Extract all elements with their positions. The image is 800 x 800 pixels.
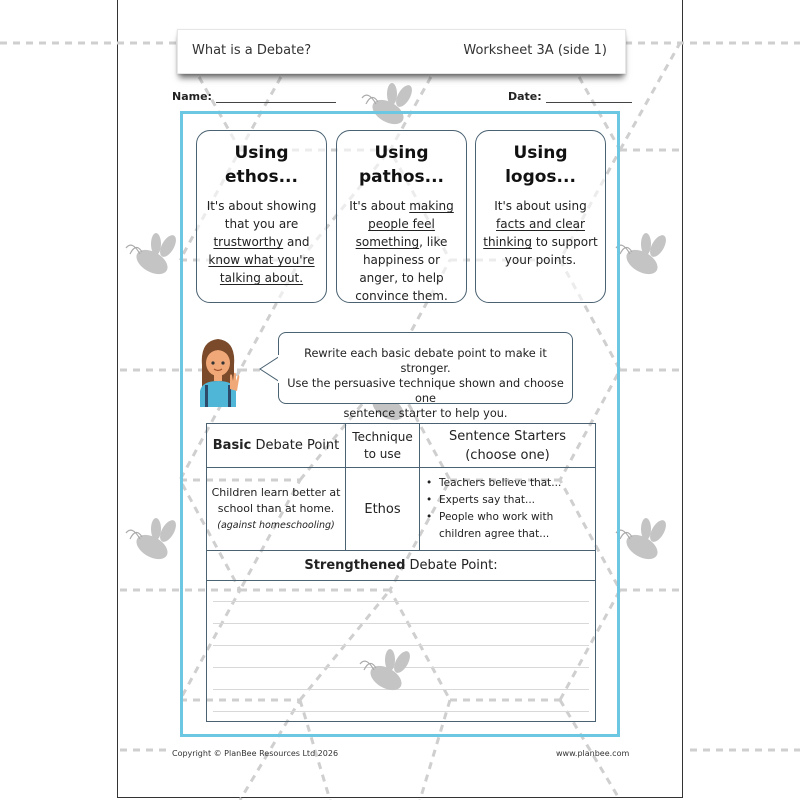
name-label: Name: bbox=[172, 90, 212, 103]
strengthened-header: Strengthened Debate Point: bbox=[207, 551, 596, 581]
date-field[interactable] bbox=[508, 90, 632, 103]
bee-watermark-icon bbox=[612, 517, 668, 565]
sentence-starters-cell bbox=[420, 468, 596, 551]
card-title: Using logos... bbox=[505, 143, 576, 187]
date-line[interactable] bbox=[546, 92, 632, 103]
website-link[interactable]: www.planbee.com bbox=[556, 749, 630, 758]
header-technique: Technique to use bbox=[346, 424, 420, 468]
logos-card bbox=[475, 130, 606, 303]
header-sentence-starters: Sentence Starters (choose one) bbox=[420, 424, 596, 468]
starter-item: • Teachers believe that... bbox=[426, 475, 595, 492]
card-title: Using pathos... bbox=[358, 143, 445, 187]
ruled-line bbox=[213, 601, 589, 602]
bee-watermark-icon bbox=[612, 232, 668, 280]
ruled-line bbox=[213, 711, 589, 712]
date-label: Date: bbox=[508, 90, 542, 103]
card-text: It's about using facts and clear thinking to support your points. bbox=[483, 199, 598, 267]
card-text: It's about showing that you are trustworthy and know what you're talking about. bbox=[206, 199, 317, 285]
bee-watermark-icon bbox=[122, 232, 178, 280]
technique-cell: Ethos bbox=[346, 468, 420, 551]
pathos-card bbox=[336, 130, 467, 303]
starter-item: • Experts say that... bbox=[426, 492, 595, 509]
ruled-line bbox=[213, 645, 589, 646]
worksheet-header bbox=[177, 29, 626, 74]
worksheet-title: What is a Debate? bbox=[192, 43, 312, 58]
name-line[interactable] bbox=[216, 92, 336, 103]
card-title: Using ethos... bbox=[225, 143, 298, 187]
girl-avatar-icon bbox=[196, 335, 240, 407]
bee-watermark-icon bbox=[356, 648, 412, 696]
speech-bubble-tail bbox=[258, 354, 280, 384]
basic-point-cell: Children learn better at school than at home. (against homeschooling) bbox=[207, 468, 346, 551]
instruction-bubble: Rewrite each basic debate point to make it stronger. Use the persuasive technique shown and choose one sentence starter to help you. bbox=[278, 332, 573, 404]
starter-item: • People who work with children agree that... bbox=[426, 509, 595, 543]
ruled-line bbox=[213, 623, 589, 624]
header-basic-point: Basic Debate Point bbox=[207, 424, 346, 468]
worksheet-number: Worksheet 3A (side 1) bbox=[463, 43, 607, 58]
card-text: It's about making people feel something, like happiness or anger, to help convince them. bbox=[349, 199, 454, 303]
ethos-card bbox=[196, 130, 327, 303]
bee-watermark-icon bbox=[122, 517, 178, 565]
bubble-gap-cover bbox=[278, 354, 281, 384]
copyright-text: Copyright © PlanBee Resources Ltd 2026 bbox=[172, 749, 339, 758]
name-field[interactable] bbox=[172, 90, 336, 103]
